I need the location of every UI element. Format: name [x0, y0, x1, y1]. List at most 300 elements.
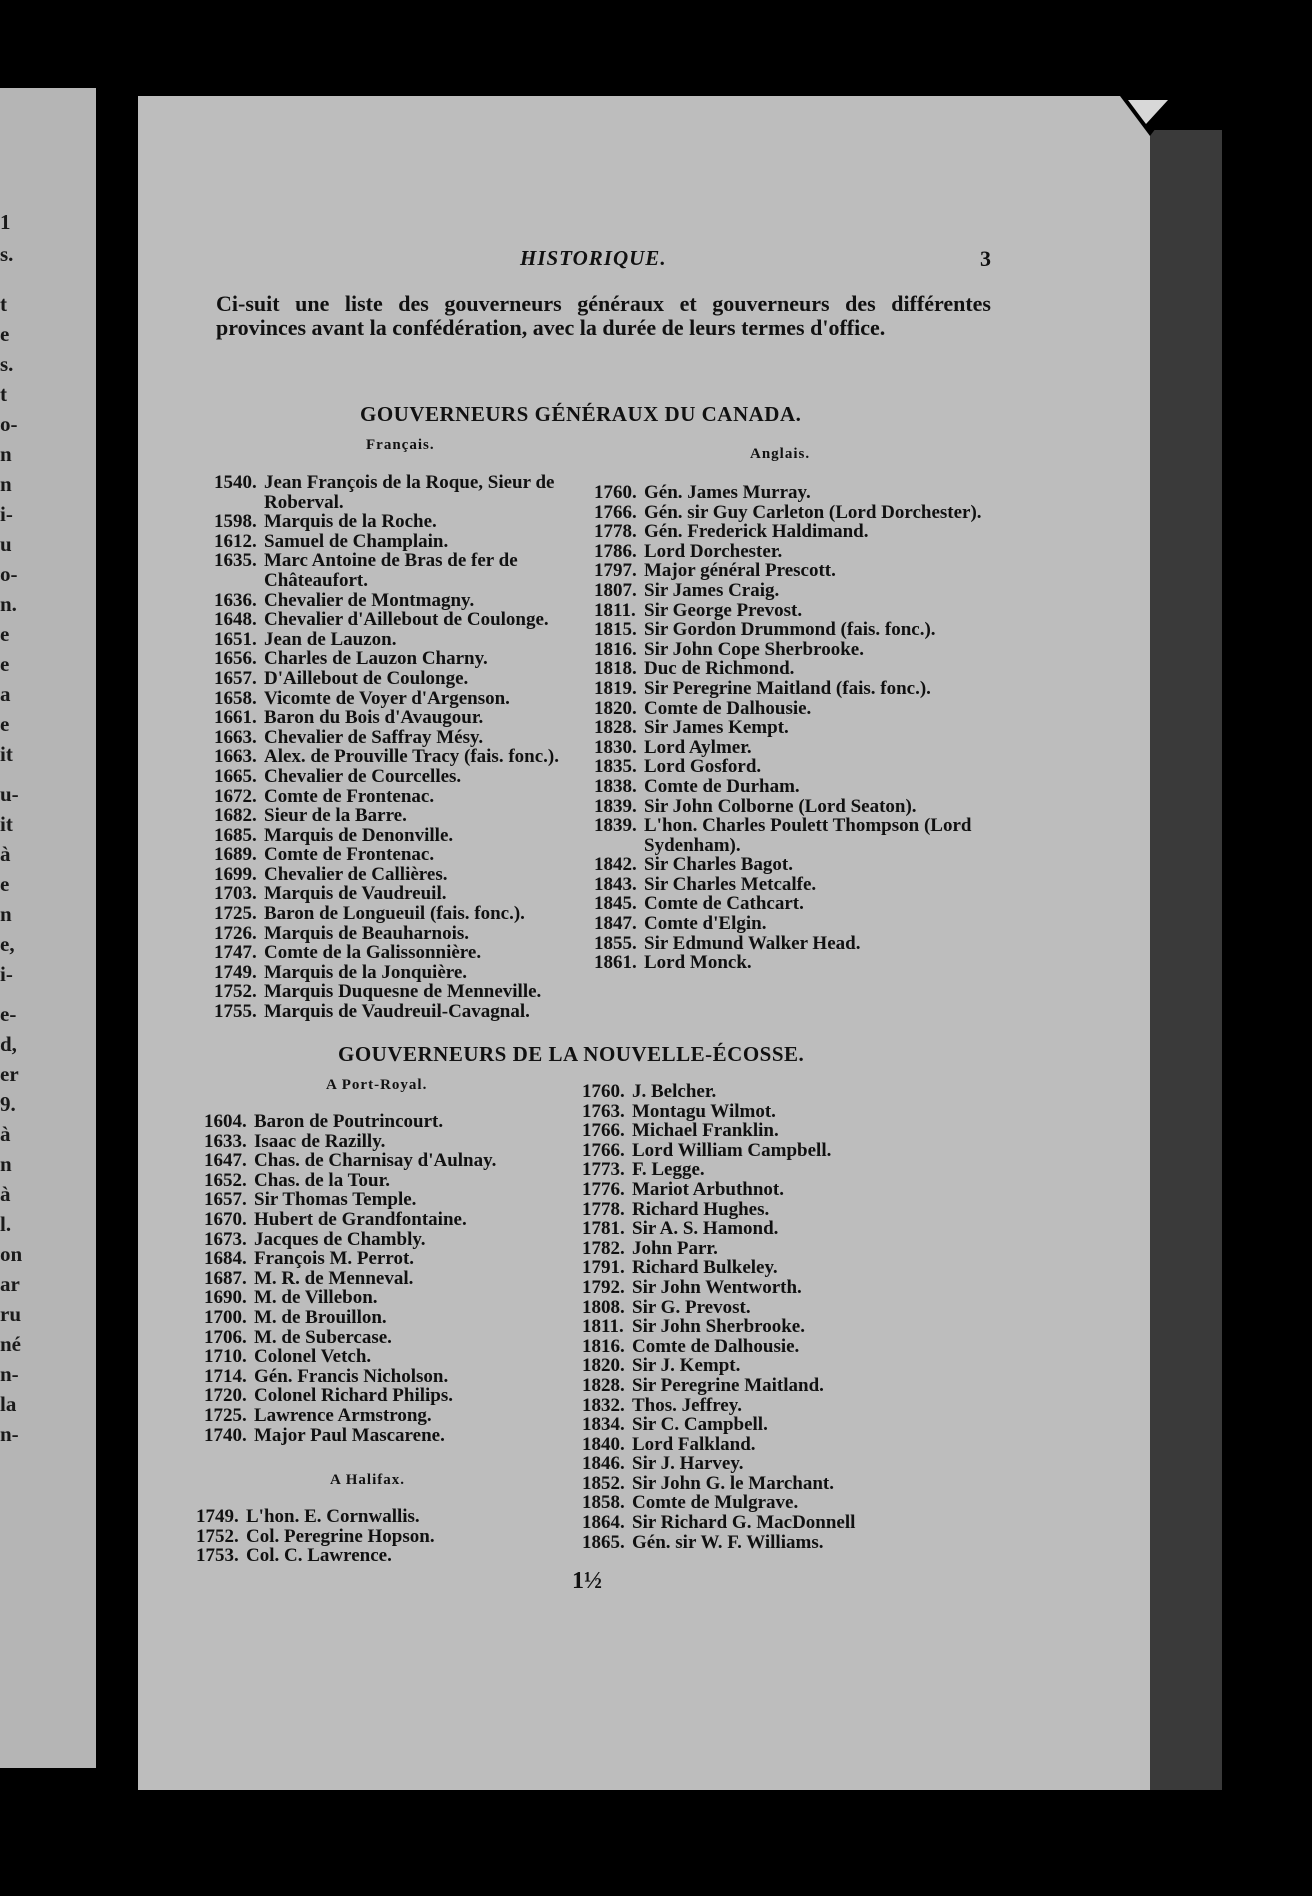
- list-item-name: Marc Antoine de Bras de fer de Châteaufort.: [264, 550, 518, 591]
- list-item: [214, 845, 584, 865]
- list-item-name: Comte de Dalhousie.: [644, 697, 812, 719]
- list-item-name: Sir J. Harvey.: [632, 1453, 744, 1475]
- adjacent-page-fragment: s.: [0, 352, 14, 376]
- adjacent-page-fragment: n: [0, 1152, 12, 1176]
- list-item: [214, 806, 584, 826]
- list-item-year: 1710.: [204, 1346, 247, 1368]
- list-item-year: 1682.: [214, 805, 257, 827]
- list-item-name: Chevalier d'Aillebout de Coulonge.: [264, 609, 549, 631]
- list-item-name: Baron de Longueuil (fais. fonc.).: [264, 903, 525, 925]
- list-item: [594, 503, 986, 523]
- list-item-year: 1685.: [214, 824, 257, 846]
- list-item-year: 1766.: [582, 1139, 625, 1161]
- list-item: [204, 1386, 564, 1406]
- list-item: [214, 747, 584, 767]
- list-item-name: Major Paul Mascarene.: [254, 1424, 445, 1446]
- adjacent-page-fragment: o-: [0, 412, 18, 436]
- list-item: [594, 640, 986, 660]
- list-item-year: 1830.: [594, 736, 637, 758]
- list-item-year: 1714.: [204, 1365, 247, 1387]
- list-item-year: 1700.: [204, 1306, 247, 1328]
- adjacent-page-fragment: la: [0, 1392, 17, 1416]
- adjacent-page-fragment: 9.: [0, 1092, 16, 1116]
- list-item-year: 1657.: [214, 667, 257, 689]
- list-item-year: 1755.: [214, 1001, 257, 1023]
- list-item-year: 1706.: [204, 1326, 247, 1348]
- list-item-year: 1864.: [582, 1512, 625, 1534]
- list-item-name: Lord Falkland.: [632, 1433, 756, 1455]
- list-item-year: 1840.: [582, 1433, 625, 1455]
- adjacent-page-fragment: it: [0, 812, 13, 836]
- list-item-name: Alex. de Prouville Tracy (fais. fonc.).: [264, 746, 559, 768]
- list-item: [214, 826, 584, 846]
- list-item-name: Marquis de la Jonquière.: [264, 961, 468, 983]
- list-item: [594, 953, 986, 973]
- list-item-name: Sir Peregrine Maitland (fais. fonc.).: [644, 677, 931, 699]
- list-item: [214, 1002, 584, 1022]
- list-item-year: 1811.: [582, 1316, 624, 1338]
- list-item: [214, 904, 584, 924]
- list-item-name: Comte de Cathcart.: [644, 893, 804, 915]
- list-item-name: Samuel de Champlain.: [264, 530, 449, 552]
- list-item: [594, 601, 986, 621]
- list-item-year: 1861.: [594, 952, 637, 974]
- list-item-name: Richard Bulkeley.: [632, 1257, 778, 1279]
- list-item-name: Gén. Francis Nicholson.: [254, 1365, 449, 1387]
- list-item-name: M. de Subercase.: [254, 1326, 392, 1348]
- list-item: [214, 591, 584, 611]
- list-item: [582, 1435, 982, 1455]
- list-item-year: 1782.: [582, 1237, 625, 1259]
- list-item-year: 1776.: [582, 1178, 625, 1200]
- list-item: [582, 1258, 982, 1278]
- adjacent-page-fragment: n-: [0, 1362, 19, 1386]
- list-item-name: M. de Brouillon.: [254, 1306, 387, 1328]
- list-item: [594, 718, 986, 738]
- list-item-name: Sir James Kempt.: [644, 717, 789, 739]
- list-item-name: Baron de Poutrincourt.: [254, 1111, 444, 1132]
- list-item: [594, 914, 986, 934]
- list-item-name: Gén. James Murray.: [644, 482, 811, 503]
- list-item-year: 1672.: [214, 785, 257, 807]
- list-item-name: Comte d'Elgin.: [644, 913, 767, 935]
- list-item-year: 1773.: [582, 1159, 625, 1181]
- list-item-name: Comte de Durham.: [644, 775, 800, 797]
- list-item-name: Lord Gosford.: [644, 756, 762, 778]
- adjacent-page-fragment: o-: [0, 562, 18, 586]
- list-item-name: François M. Perrot.: [254, 1248, 415, 1270]
- list-item: [204, 1210, 564, 1230]
- list-item-name: Sir Richard G. MacDonnell: [632, 1512, 856, 1534]
- intro-paragraph: Ci-suit une liste des gouverneurs généraux et gouverneurs des différentes provinces avant la confédération, avec la durée de leurs termes d'office.: [216, 291, 991, 340]
- list-item-name: Lord William Campbell.: [632, 1139, 832, 1161]
- list-item-year: 1839.: [594, 815, 637, 837]
- list-item-name: L'hon. Charles Poulett Thompson (Lord Sydenham).: [644, 815, 972, 856]
- list-canada-anglais: [594, 483, 986, 973]
- adjacent-page-fragment: t: [0, 382, 7, 406]
- adjacent-page-fragment: it: [0, 742, 13, 766]
- list-item: [582, 1415, 982, 1435]
- list-item-name: Jean de Lauzon.: [264, 628, 397, 650]
- list-item-year: 1612.: [214, 530, 257, 552]
- list-item-name: Col. Peregrine Hopson.: [246, 1525, 435, 1547]
- list-item-year: 1820.: [582, 1355, 625, 1377]
- list-item-year: 1747.: [214, 942, 257, 964]
- list-item: [214, 767, 584, 787]
- list-item-name: Marquis de la Roche.: [264, 511, 437, 533]
- list-item-year: 1847.: [594, 913, 637, 935]
- page-number: 3: [980, 246, 991, 271]
- list-item: [594, 855, 986, 875]
- list-item-name: Lawrence Armstrong.: [254, 1404, 432, 1426]
- adjacent-page-fragment: e: [0, 622, 10, 646]
- list-item: [204, 1426, 564, 1446]
- list-item-year: 1703.: [214, 883, 257, 905]
- list-item-name: Sir Peregrine Maitland.: [632, 1374, 824, 1396]
- list-item: [214, 708, 584, 728]
- list-item-name: Major général Prescott.: [644, 560, 836, 582]
- list-item: [214, 512, 584, 532]
- list-item-year: 1749.: [196, 1506, 239, 1527]
- list-item-year: 1635.: [214, 550, 257, 572]
- list-item: [214, 728, 584, 748]
- list-item: [214, 630, 584, 650]
- list-item-name: Sir John Wentworth.: [632, 1276, 802, 1298]
- list-item: [582, 1219, 982, 1239]
- list-item-year: 1816.: [594, 638, 637, 660]
- list-item: [582, 1082, 982, 1102]
- list-item-year: 1781.: [582, 1218, 625, 1240]
- list-item-name: Michael Franklin.: [632, 1120, 779, 1142]
- running-header: HISTORIQUE.: [520, 246, 667, 270]
- list-item-year: 1766.: [582, 1120, 625, 1142]
- list-item: [214, 532, 584, 552]
- adjacent-page-fragment: e-: [0, 1002, 17, 1026]
- list-item: [582, 1474, 982, 1494]
- list-item-year: 1663.: [214, 726, 257, 748]
- list-item-year: 1760.: [582, 1081, 625, 1102]
- list-item-year: 1752.: [196, 1525, 239, 1547]
- list-item-year: 1656.: [214, 648, 257, 670]
- adjacent-page-fragment: on: [0, 1242, 23, 1266]
- list-item-name: Isaac de Razilly.: [254, 1130, 386, 1152]
- list-item: [594, 659, 986, 679]
- adjacent-page-fragment: e: [0, 712, 10, 736]
- list-item: [582, 1298, 982, 1318]
- list-item: [214, 669, 584, 689]
- list-item-name: Gén. sir W. F. Williams.: [632, 1531, 824, 1553]
- list-port-royal: [204, 1112, 564, 1445]
- adjacent-page-fragment: 1: [0, 210, 11, 234]
- list-item-name: Sir A. S. Hamond.: [632, 1218, 779, 1240]
- adjacent-page-fragment: ru: [0, 1302, 21, 1326]
- adjacent-page-fragment: à: [0, 1122, 11, 1146]
- list-item-year: 1652.: [204, 1169, 247, 1191]
- list-item-name: Sir Gordon Drummond (fais. fonc.).: [644, 619, 936, 641]
- list-item-year: 1778.: [594, 521, 637, 543]
- list-item-year: 1807.: [594, 579, 637, 601]
- list-item: [594, 738, 986, 758]
- list-item-name: Marquis de Vaudreuil.: [264, 883, 447, 905]
- list-item-year: 1661.: [214, 707, 257, 729]
- list-item: [214, 924, 584, 944]
- list-item-name: Lord Monck.: [644, 952, 752, 974]
- list-item-name: J. Belcher.: [632, 1081, 717, 1102]
- list-item-year: 1808.: [582, 1296, 625, 1318]
- list-item-name: Sir Charles Metcalfe.: [644, 873, 817, 895]
- adjacent-page-fragment: e: [0, 322, 10, 346]
- list-item-year: 1838.: [594, 775, 637, 797]
- list-item-name: L'hon. E. Cornwallis.: [246, 1506, 420, 1527]
- list-item-year: 1865.: [582, 1531, 625, 1553]
- adjacent-page-fragment: ar: [0, 1272, 20, 1296]
- signature-mark: 1½: [572, 1568, 602, 1594]
- list-item-year: 1828.: [582, 1374, 625, 1396]
- list-item-year: 1687.: [204, 1267, 247, 1289]
- list-item: [582, 1454, 982, 1474]
- list-item-year: 1855.: [594, 932, 637, 954]
- list-item-name: Chas. de Charnisay d'Aulnay.: [254, 1150, 497, 1172]
- list-item-year: 1820.: [594, 697, 637, 719]
- list-item-year: 1726.: [214, 922, 257, 944]
- list-item: [582, 1239, 982, 1259]
- list-item: [582, 1356, 982, 1376]
- adjacent-page-fragment: i-: [0, 962, 13, 986]
- list-item-year: 1725.: [204, 1404, 247, 1426]
- list-item: [214, 963, 584, 983]
- adjacent-page-fragment: t: [0, 292, 7, 316]
- list-item: [214, 551, 584, 590]
- list-item-year: 1839.: [594, 795, 637, 817]
- list-item-year: 1778.: [582, 1198, 625, 1220]
- list-canada-francais: [214, 473, 584, 1022]
- list-item: [594, 816, 986, 855]
- list-item-year: 1846.: [582, 1453, 625, 1475]
- list-item-name: Chevalier de Montmagny.: [264, 589, 475, 611]
- list-item: [582, 1493, 982, 1513]
- list-item-year: 1845.: [594, 893, 637, 915]
- list-item-name: Chevalier de Courcelles.: [264, 765, 462, 787]
- list-item: [582, 1278, 982, 1298]
- list-item-name: Sir J. Kempt.: [632, 1355, 741, 1377]
- list-item: [204, 1288, 564, 1308]
- list-item: [594, 894, 986, 914]
- list-item-name: Sir Edmund Walker Head.: [644, 932, 861, 954]
- list-item: [594, 757, 986, 777]
- list-item-year: 1720.: [204, 1385, 247, 1407]
- list-item-year: 1828.: [594, 717, 637, 739]
- list-item-name: Sir Charles Bagot.: [644, 854, 794, 876]
- list-item: [214, 865, 584, 885]
- list-item: [582, 1337, 982, 1357]
- list-item-name: Charles de Lauzon Charny.: [264, 648, 488, 670]
- list-item-name: Sir C. Campbell.: [632, 1414, 768, 1436]
- list-item: [204, 1328, 564, 1348]
- list-item: [204, 1269, 564, 1289]
- adjacent-page-fragment: er: [0, 1062, 19, 1086]
- adjacent-page-fragment: e,: [0, 932, 15, 956]
- subheading-anglais: Anglais.: [750, 446, 811, 462]
- list-item: [204, 1171, 564, 1191]
- list-item: [594, 699, 986, 719]
- list-item-year: 1690.: [204, 1287, 247, 1309]
- adjacent-page-fragment: i-: [0, 502, 13, 526]
- list-item-year: 1819.: [594, 677, 637, 699]
- list-item: [582, 1533, 982, 1553]
- list-item-year: 1858.: [582, 1492, 625, 1514]
- list-item: [204, 1249, 564, 1269]
- list-item-name: Sir James Craig.: [644, 579, 780, 601]
- list-item-name: Sir John Sherbrooke.: [632, 1316, 805, 1338]
- list-item: [204, 1190, 564, 1210]
- list-item-year: 1832.: [582, 1394, 625, 1416]
- list-item-name: Baron du Bois d'Avaugour.: [264, 707, 484, 729]
- list-item-name: Jacques de Chambly.: [254, 1228, 426, 1250]
- list-item-year: 1670.: [204, 1208, 247, 1230]
- list-item: [594, 542, 986, 562]
- adjacent-page-fragment: e: [0, 652, 10, 676]
- list-item: [196, 1507, 556, 1527]
- adjacent-page-strip: [0, 88, 96, 1768]
- section-title-canada: GOUVERNEURS GÉNÉRAUX DU CANADA.: [360, 402, 802, 426]
- list-item: [214, 689, 584, 709]
- list-item-name: Richard Hughes.: [632, 1198, 770, 1220]
- adjacent-page-fragment: u: [0, 532, 12, 556]
- list-item: [582, 1396, 982, 1416]
- list-item-year: 1663.: [214, 746, 257, 768]
- list-item-name: Lord Aylmer.: [644, 736, 752, 758]
- list-item-name: Col. C. Lawrence.: [246, 1545, 392, 1567]
- list-item-name: Colonel Vetch.: [254, 1346, 372, 1368]
- list-item-name: Sir John G. le Marchant.: [632, 1472, 834, 1494]
- adjacent-page-fragment: d,: [0, 1032, 17, 1056]
- list-item: [594, 777, 986, 797]
- list-item: [214, 473, 584, 512]
- list-item-name: Sir John Colborne (Lord Seaton).: [644, 795, 917, 817]
- adjacent-page-fragment: à: [0, 842, 11, 866]
- list-item: [214, 649, 584, 669]
- list-item: [582, 1513, 982, 1533]
- list-item-year: 1842.: [594, 854, 637, 876]
- list-item: [582, 1200, 982, 1220]
- adjacent-page-fragment: e: [0, 872, 10, 896]
- list-item: [214, 943, 584, 963]
- list-item: [582, 1141, 982, 1161]
- list-item-year: 1852.: [582, 1472, 625, 1494]
- list-item-year: 1651.: [214, 628, 257, 650]
- list-item-name: Marquis de Denonville.: [264, 824, 454, 846]
- list-item-name: Comte de Mulgrave.: [632, 1492, 799, 1514]
- list-item-name: Comte de la Galissonnière.: [264, 942, 482, 964]
- list-item-name: Montagu Wilmot.: [632, 1100, 776, 1122]
- list-item-name: Comte de Dalhousie.: [632, 1335, 800, 1357]
- list-item-year: 1598.: [214, 511, 257, 533]
- list-item-year: 1791.: [582, 1257, 625, 1279]
- list-item: [204, 1347, 564, 1367]
- list-item-year: 1647.: [204, 1150, 247, 1172]
- adjacent-page-fragment: n: [0, 902, 12, 926]
- list-item-name: D'Aillebout de Coulonge.: [264, 667, 469, 689]
- list-item-year: 1843.: [594, 873, 637, 895]
- list-item-name: Comte de Frontenac.: [264, 785, 435, 807]
- list-item-name: Marquis de Vaudreuil-Cavagnal.: [264, 1001, 530, 1023]
- list-item-name: Gén. Frederick Haldimand.: [644, 521, 869, 543]
- list-item: [204, 1132, 564, 1152]
- list-item: [594, 561, 986, 581]
- list-item: [204, 1151, 564, 1171]
- list-item: [582, 1121, 982, 1141]
- list-item-name: M. R. de Menneval.: [254, 1267, 414, 1289]
- list-item-year: 1633.: [204, 1130, 247, 1152]
- list-item: [582, 1376, 982, 1396]
- adjacent-page-fragment: a: [0, 682, 11, 706]
- list-item-year: 1818.: [594, 658, 637, 680]
- list-item-name: Lord Dorchester.: [644, 540, 783, 562]
- adjacent-page-fragment: n: [0, 442, 12, 466]
- list-item-name: Sieur de la Barre.: [264, 805, 407, 827]
- adjacent-page-fragment: l.: [0, 1212, 12, 1236]
- list-item: [594, 934, 986, 954]
- list-item-year: 1648.: [214, 609, 257, 631]
- list-halifax: [196, 1507, 556, 1566]
- list-item: [214, 787, 584, 807]
- list-item: [214, 610, 584, 630]
- list-item-year: 1689.: [214, 844, 257, 866]
- list-item-year: 1815.: [594, 619, 637, 641]
- list-item-name: M. de Villebon.: [254, 1287, 378, 1309]
- list-item: [582, 1102, 982, 1122]
- list-item-year: 1657.: [204, 1189, 247, 1211]
- list-item-year: 1797.: [594, 560, 637, 582]
- list-item-name: Thos. Jeffrey.: [632, 1394, 742, 1416]
- list-item-year: 1752.: [214, 981, 257, 1003]
- list-item-name: John Parr.: [632, 1237, 718, 1259]
- list-item: [204, 1230, 564, 1250]
- list-item-year: 1749.: [214, 961, 257, 983]
- list-item: [594, 620, 986, 640]
- list-item-year: 1811.: [594, 599, 636, 621]
- adjacent-page-fragment: à: [0, 1182, 11, 1206]
- list-item-year: 1816.: [582, 1335, 625, 1357]
- list-item-name: Chevalier de Callières.: [264, 863, 448, 885]
- list-item-name: Marquis Duquesne de Menneville.: [264, 981, 542, 1003]
- list-item: [204, 1308, 564, 1328]
- list-item-year: 1673.: [204, 1228, 247, 1250]
- list-item-name: Marquis de Beauharnois.: [264, 922, 469, 944]
- list-item-name: Jean François de la Roque, Sieur de Roberval.: [264, 472, 555, 513]
- list-item-year: 1753.: [196, 1545, 239, 1567]
- list-item: [204, 1367, 564, 1387]
- list-item-year: 1658.: [214, 687, 257, 709]
- list-item-year: 1665.: [214, 765, 257, 787]
- list-item-year: 1786.: [594, 540, 637, 562]
- list-item-year: 1699.: [214, 863, 257, 885]
- list-item: [594, 797, 986, 817]
- list-item-name: Comte de Frontenac.: [264, 844, 435, 866]
- list-item-year: 1760.: [594, 482, 637, 503]
- adjacent-page-fragment: n.: [0, 592, 17, 616]
- list-item-name: Sir George Prevost.: [644, 599, 803, 621]
- list-item-name: Sir G. Prevost.: [632, 1296, 751, 1318]
- list-item: [204, 1112, 564, 1132]
- list-item-year: 1684.: [204, 1248, 247, 1270]
- list-item-year: 1834.: [582, 1414, 625, 1436]
- list-item: [594, 679, 986, 699]
- list-item-name: Sir John Cope Sherbrooke.: [644, 638, 864, 660]
- list-item: [582, 1160, 982, 1180]
- list-item: [196, 1546, 556, 1566]
- list-item-year: 1835.: [594, 756, 637, 778]
